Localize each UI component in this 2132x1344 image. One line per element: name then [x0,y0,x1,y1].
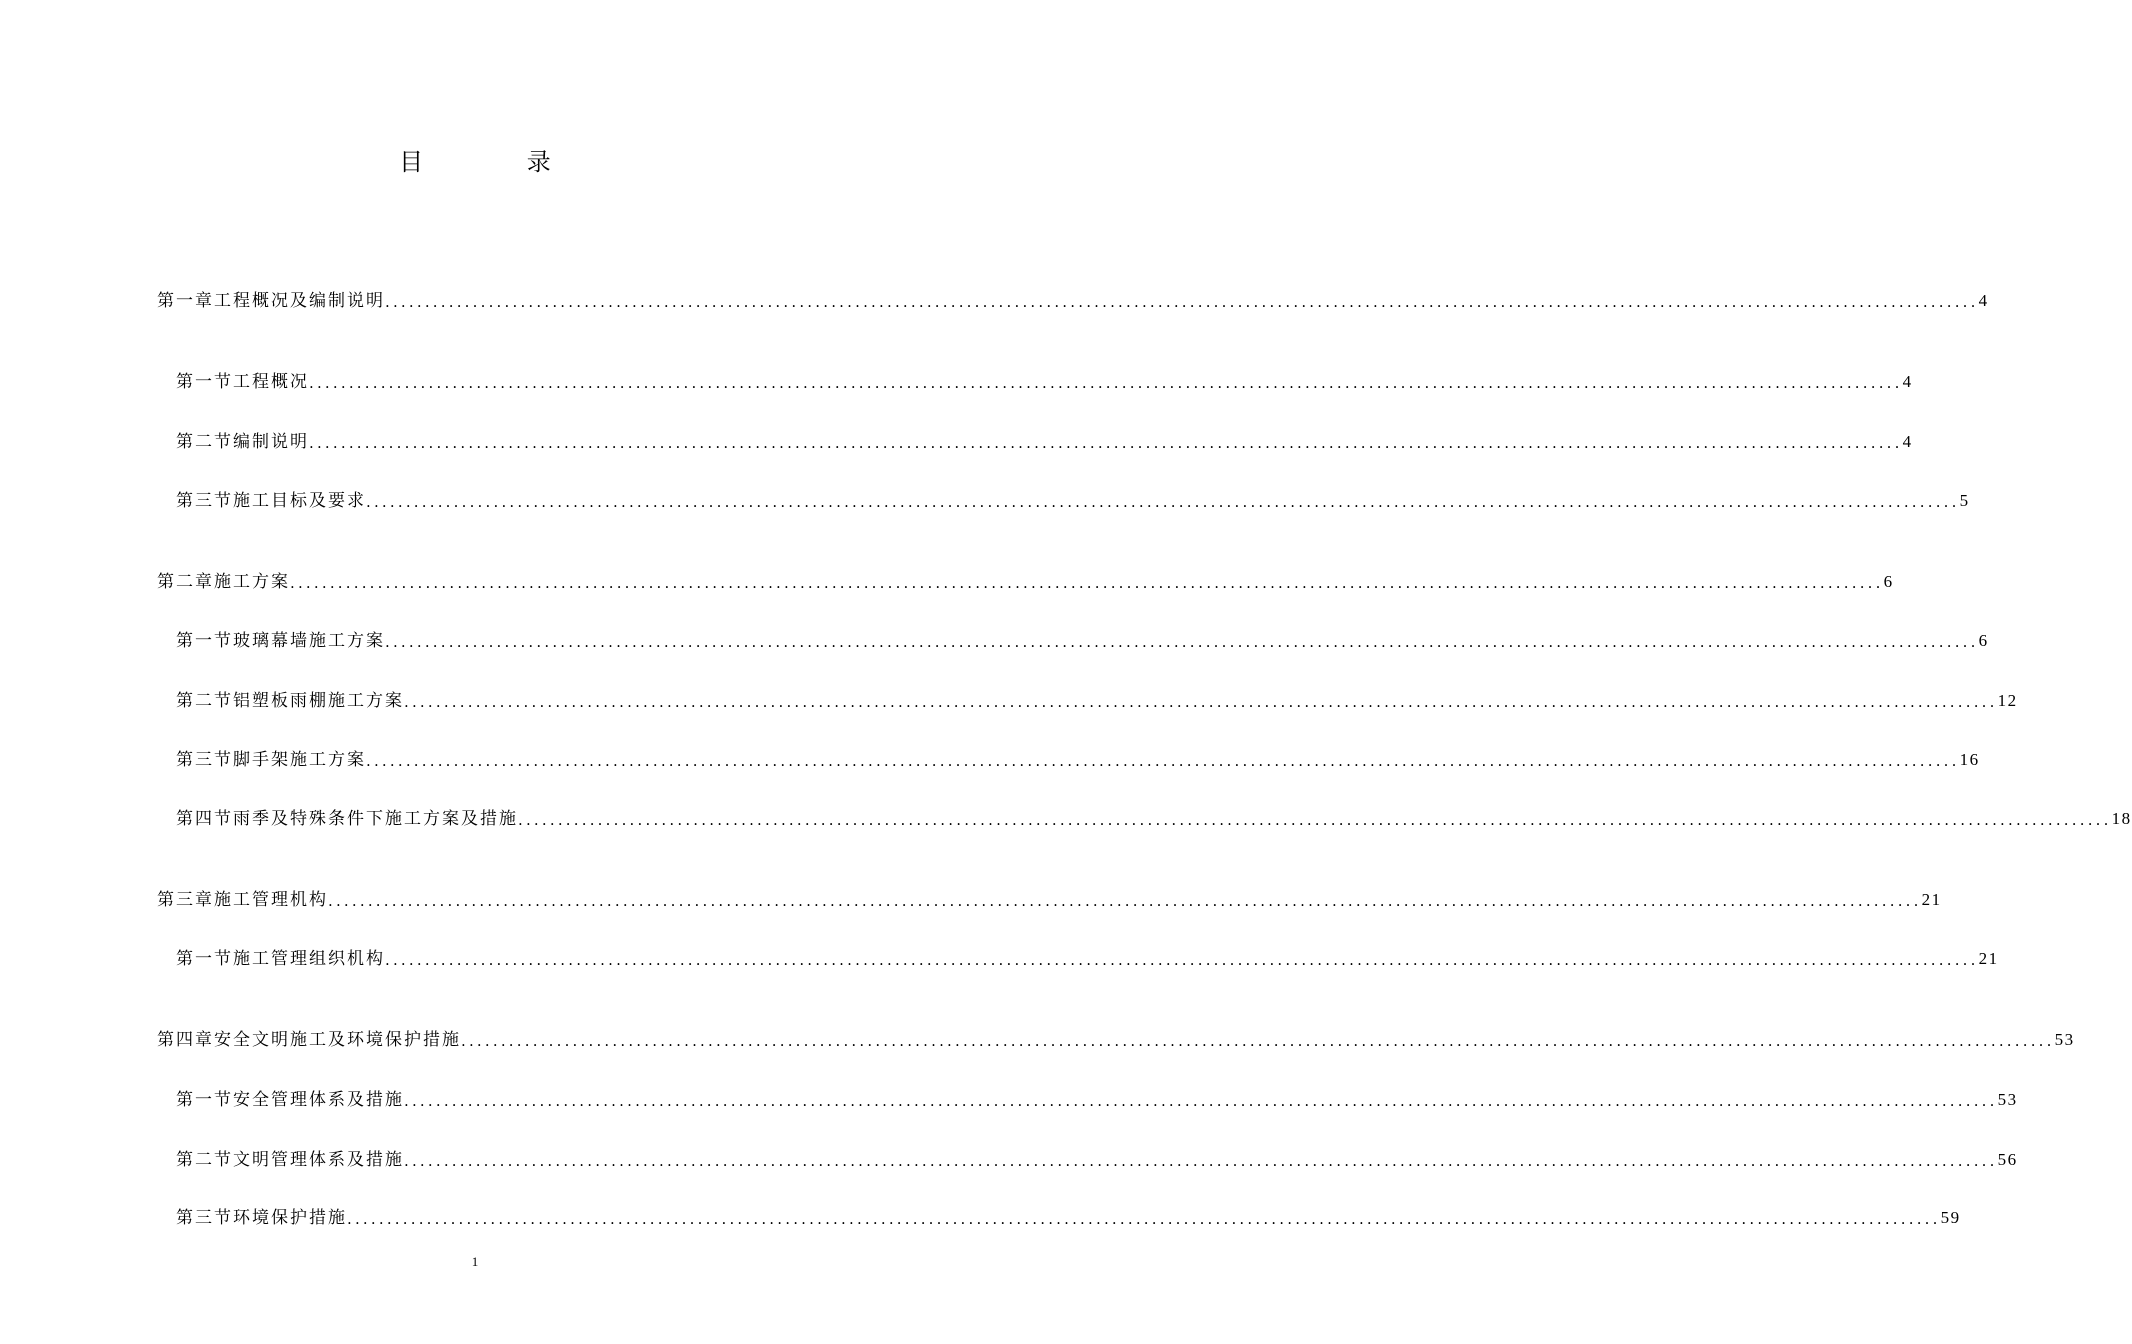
toc-entry-title: 脚手架施工方案 [233,750,366,770]
toc-entry-title: 施工目标及要求 [233,491,366,511]
toc-section-entry[interactable] [176,806,2132,832]
toc-entry-title: 安全文明施工及环境保护措施 [214,1030,461,1050]
toc-page-number: 6 [1978,631,1989,650]
toc-chapter-entry[interactable] [157,569,1894,595]
toc-section-entry[interactable] [176,628,1989,654]
toc-dot-leader: ........................................................................................................................................................................................................ [461,1032,2055,1050]
toc-dot-leader: ........................................................................................................................................................................................................ [385,633,1979,651]
toc-dot-leader: ........................................................................................................................................................................................................ [404,1092,1998,1110]
toc-chapter-entry[interactable] [157,887,1942,913]
toc-entry-label: 第四章 [157,1030,214,1050]
toc-entry-title: 雨季及特殊条件下施工方案及措施 [233,809,518,829]
toc-page-number: 16 [1959,750,1980,769]
toc-entry-title: 施工管理组织机构 [233,949,385,969]
toc-entry-title: 铝塑板雨棚施工方案 [233,691,404,711]
toc-section-entry[interactable] [176,1087,2018,1113]
toc-entry-label: 第二节 [176,691,233,711]
toc-entry-label: 第三节 [176,750,233,770]
page-number: 1 [471,1254,479,1269]
toc-dot-leader: ........................................................................................................................................................................................................ [309,434,1903,452]
toc-section-entry[interactable] [176,946,1999,972]
toc-page-number: 12 [1997,691,2018,710]
toc-entry-title: 玻璃幕墙施工方案 [233,631,385,651]
toc-section-entry[interactable] [176,429,1913,455]
toc-entry-label: 第四节 [176,809,233,829]
toc-section-entry[interactable] [176,747,1980,773]
toc-page-number: 5 [1959,491,1970,510]
toc-chapter-entry[interactable] [157,1027,2075,1053]
toc-dot-leader: ........................................................................................................................................................................................................ [404,1152,1998,1170]
toc-page-number: 21 [1978,949,1999,968]
toc-page-number: 53 [2054,1030,2075,1049]
toc-dot-leader: ........................................................................................................................................................................................................ [309,374,1903,392]
toc-page-number: 4 [1902,432,1913,451]
toc-page-number: 56 [1997,1150,2018,1169]
toc-page-number: 4 [1902,372,1913,391]
toc-dot-leader: ........................................................................................................................................................................................................ [385,951,1979,969]
toc-entry-label: 第二节 [176,432,233,452]
toc-section-entry[interactable] [176,488,1970,514]
toc-entry-title: 工程概况及编制说明 [214,291,385,311]
toc-entry-label: 第二节 [176,1150,233,1170]
toc-dot-leader: ........................................................................................................................................................................................................ [385,293,1979,311]
toc-entry-label: 第一节 [176,949,233,969]
toc-entry-title: 编制说明 [233,432,309,452]
toc-entry-title: 环境保护措施 [233,1208,347,1228]
toc-entry-title: 施工管理机构 [214,890,328,910]
page-title: 目 录 [399,148,599,176]
toc-entry-label: 第一节 [176,372,233,392]
toc-entry-label: 第三节 [176,491,233,511]
toc-section-entry[interactable] [176,1205,1961,1231]
toc-dot-leader: ........................................................................................................................................................................................................ [518,811,2112,829]
toc-dot-leader: ........................................................................................................................................................................................................ [404,693,1998,711]
toc-section-entry[interactable] [176,1147,2018,1173]
toc-chapter-entry[interactable] [157,288,1989,314]
toc-page-number: 21 [1921,890,1942,909]
toc-page-number: 4 [1978,291,1989,310]
toc-page-number: 6 [1883,572,1894,591]
toc-page-number: 53 [1997,1090,2018,1109]
toc-entry-title: 工程概况 [233,372,309,392]
toc-entry-title: 施工方案 [214,572,290,592]
toc-dot-leader: ........................................................................................................................................................................................................ [366,752,1960,770]
toc-entry-label: 第一节 [176,631,233,651]
toc-dot-leader: ........................................................................................................................................................................................................ [290,574,1884,592]
toc-entry-title: 文明管理体系及措施 [233,1150,404,1170]
toc-section-entry[interactable] [176,688,2018,714]
toc-entry-label: 第二章 [157,572,214,592]
toc-entry-label: 第一节 [176,1090,233,1110]
toc-entry-title: 安全管理体系及措施 [233,1090,404,1110]
toc-page-number: 18 [2111,809,2132,828]
toc-section-entry[interactable] [176,369,1913,395]
toc-entry-label: 第一章 [157,291,214,311]
toc-page-number: 59 [1940,1208,1961,1227]
toc-dot-leader: ........................................................................................................................................................................................................ [328,892,1922,910]
toc-entry-label: 第三章 [157,890,214,910]
toc-dot-leader: ........................................................................................................................................................................................................ [366,493,1960,511]
toc-dot-leader: ........................................................................................................................................................................................................ [347,1210,1941,1228]
toc-entry-label: 第三节 [176,1208,233,1228]
